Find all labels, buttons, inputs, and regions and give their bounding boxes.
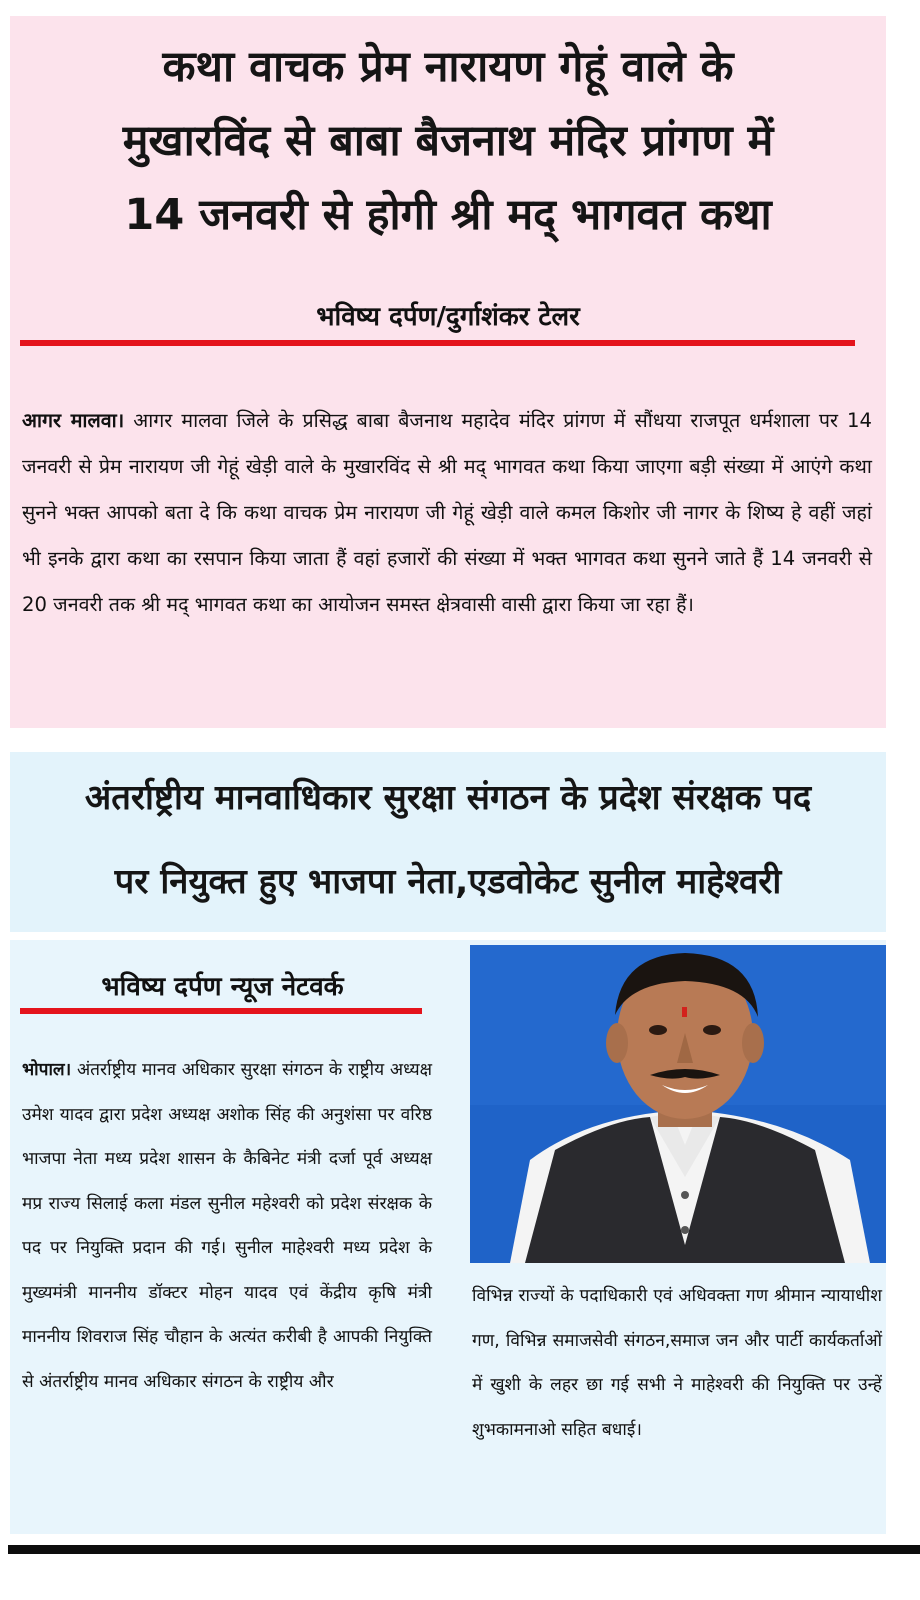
story2-body-text: अंतर्राष्ट्रीय मानव अधिकार सुरक्षा संगठन के राष्ट्रीय अध्यक्ष उमेश यादव द्वारा प्रदेश अध्यक्ष अशोक सिंह की अनुशंसा पर वरिष्ठ भाजपा नेता मध्य प्रदेश शासन के कैबिनेट मंत्री दर्जा पूर्व अध्यक्ष मप्र राज्य सिलाई कला मंडल सुनील महेश्वरी को प्रदेश संरक्षक के पद पर नियुक्ति प्रदान की गई। सुनील माहेश्वरी मध्य प्रदेश के मुख्यमंत्री माननीय डॉक्टर मोहन यादव एवं केंद्रीय कृषि मंत्री माननीय शिवराज सिंह चौहान के अत्यंत करीबी है आपकी नियुक्ति से अंतर्राष्ट्रीय मानव अधिकार संगठन के राष्ट्रीय और (22, 1060, 432, 1392)
story1-body (22, 398, 872, 628)
portrait-photo (470, 945, 886, 1263)
story1-headline-line: 14 जनवरी से होगी श्री मद् भागवत कथा (124, 190, 772, 240)
story1-dateline: आगर मालवा। (22, 409, 125, 432)
story2-headline-line: पर नियुक्त हुए भाजपा नेता,एडवोकेट सुनील माहेश्वरी (114, 862, 782, 902)
story2-headline (10, 756, 886, 924)
story1-headline (10, 30, 886, 252)
story1-headline-line: मुखारविंद से बाबा बैजनाथ मंदिर प्रांगण में (122, 116, 774, 166)
story2-red-rule (20, 1008, 422, 1014)
story1-red-rule (20, 340, 855, 346)
story1-body-text: आगर मालवा जिले के प्रसिद्ध बाबा बैजनाथ महादेव मंदिर प्रांगण में सौंधया राजपूत धर्मशाला पर 14 जनवरी से प्रेम नारायण जी गेहूं खेड़ी वाले के मुखारविंद से श्री मद् भागवत कथा किया जाएगा बड़ी संख्या में आएंगे कथा सुनने भक्त आपको बता दे कि कथा वाचक प्रेम नारायण जी गेहूं खेड़ी वाले कमल किशोर जी नागर के शिष्य हे वहीं जहां भी इनके द्वारा कथा का रसपान किया जाता हैं वहां हजारों की संख्या में भक्त भागवत कथा सुनने जाते हैं 14 जनवरी से 20 जनवरी तक श्री मद् भागवत कथा का आयोजन समस्त क्षेत्रवासी वासी द्वारा किया जा रहा हैं। (22, 409, 872, 616)
story2-continued-text: विभिन्न राज्यों के पदाधिकारी एवं अधिवक्ता गण श्रीमान न्यायाधीश गण, विभिन्न समाजसेवी संगठन,समाज जन और पार्टी कार्यकर्ताओं में खुशी के लहर छा गई सभी ने माहेश्वरी की नियुक्ति पर उन्हें शुभकामनाओ सहित बधाई। (472, 1286, 882, 1440)
story2-headline-line: अंतर्राष्ट्रीय मानवाधिकार सुरक्षा संगठन के प्रदेश संरक्षक पद (84, 778, 812, 818)
story2-body (22, 1048, 432, 1404)
story1-byline: भविष्य दर्पण/दुर्गाशंकर टेलर (316, 302, 580, 332)
story2-byline: भविष्य दर्पण न्यूज नेटवर्क (101, 972, 344, 1002)
portrait-illustration (470, 945, 886, 1263)
page-bottom-rule (8, 1545, 920, 1554)
story2-dateline: भोपाल। (22, 1060, 72, 1080)
story1-headline-line: कथा वाचक प्रेम नारायण गेहूं वाले के (162, 42, 734, 92)
